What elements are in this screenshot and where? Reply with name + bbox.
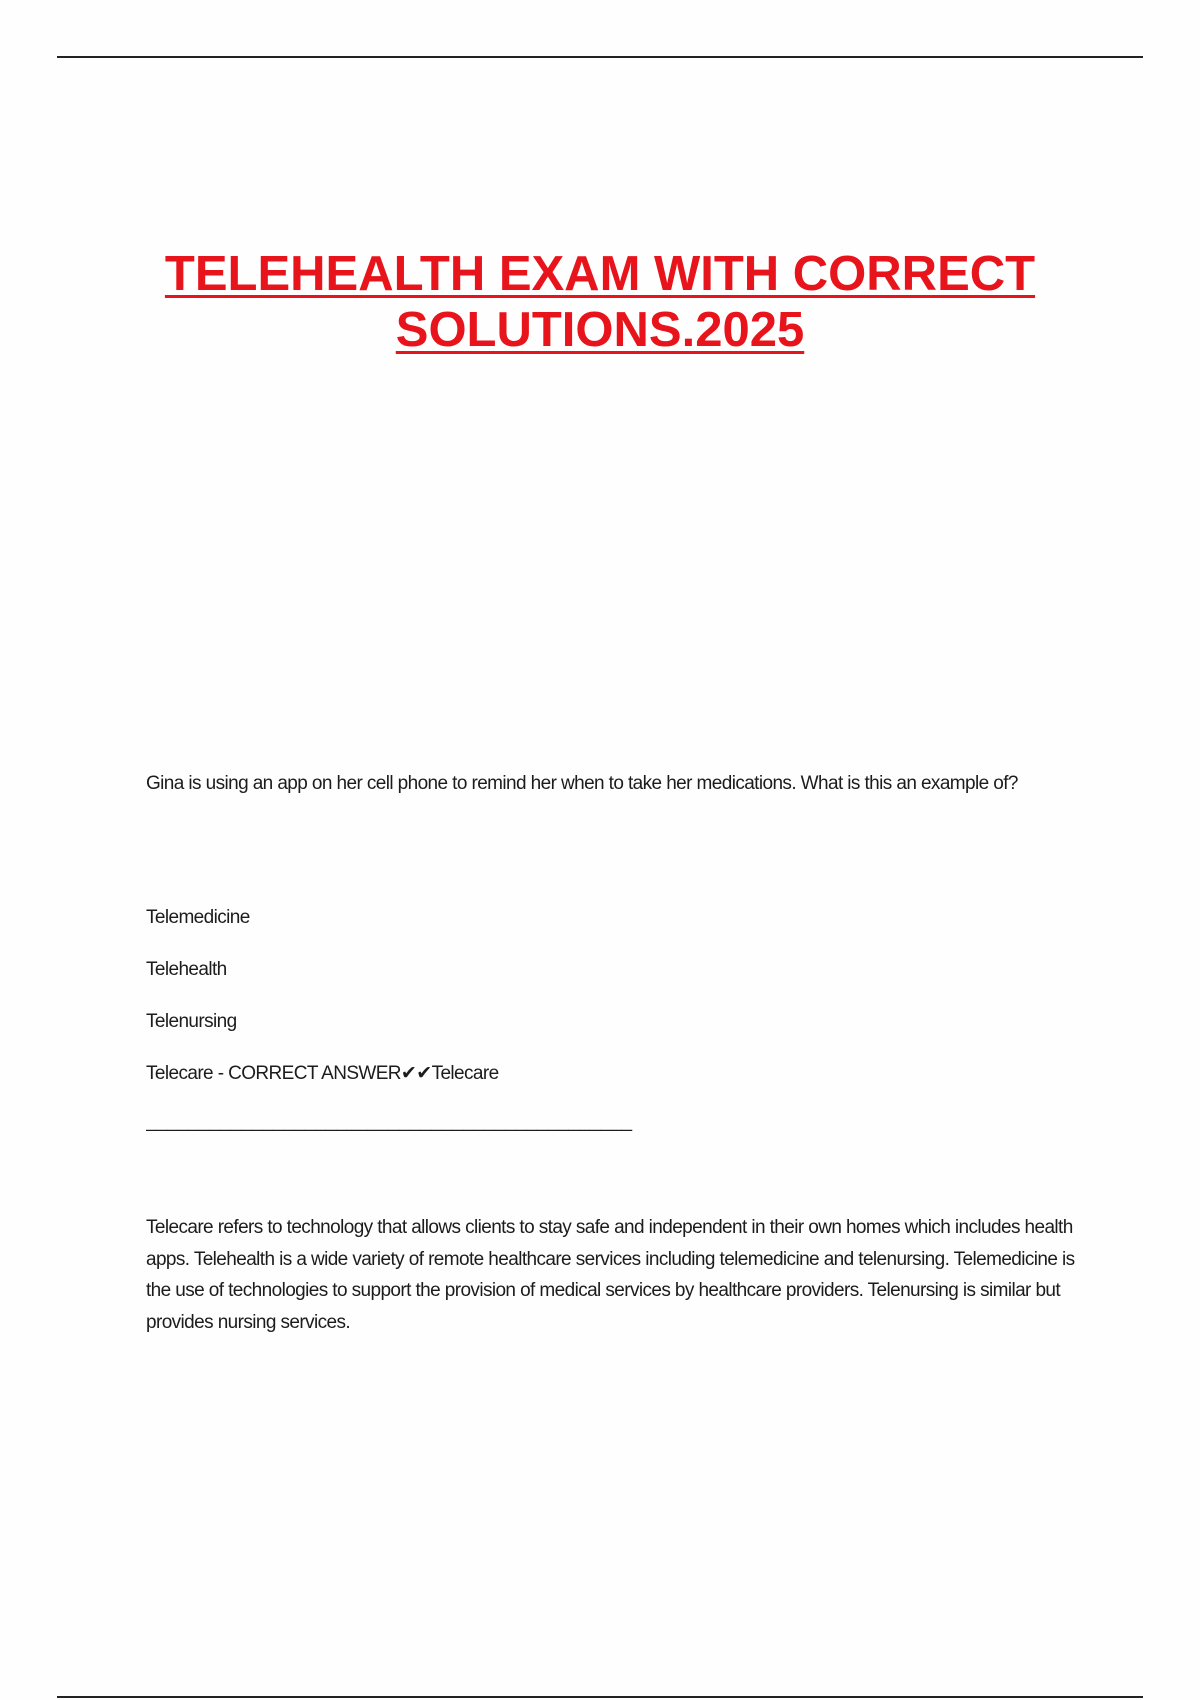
- separator-line: ______________________________________________: [146, 1111, 633, 1132]
- option-telemedicine: Telemedicine: [146, 907, 250, 928]
- title-line-2: SOLUTIONS.2025: [395, 303, 805, 357]
- option-telecare-correct: Telecare - CORRECT ANSWER✔✔Telecare: [146, 1063, 499, 1084]
- explanation-text: Telecare refers to technology that allows clients to stay safe and independent in their own homes which includes health apps. Telehealth is a wide variety of remote healthcare services including telemedicine and telenursing. Telemedicine is the use of technologies to support the provision of medical services by healthcare providers. Telenursing is similar but provides nursing services.: [146, 1217, 1075, 1333]
- title-line-1: TELEHEALTH EXAM WITH CORRECT: [164, 247, 1036, 301]
- header-rule: [57, 56, 1143, 58]
- question-text: Gina is using an app on her cell phone to remind her when to take her medications. What is this an example of?: [146, 773, 1018, 794]
- answer-options: [146, 902, 1086, 1110]
- option-telehealth: Telehealth: [146, 959, 227, 980]
- footer-rule: [57, 1696, 1143, 1698]
- option-telenursing: Telenursing: [146, 1011, 237, 1032]
- document-title: [100, 246, 1100, 358]
